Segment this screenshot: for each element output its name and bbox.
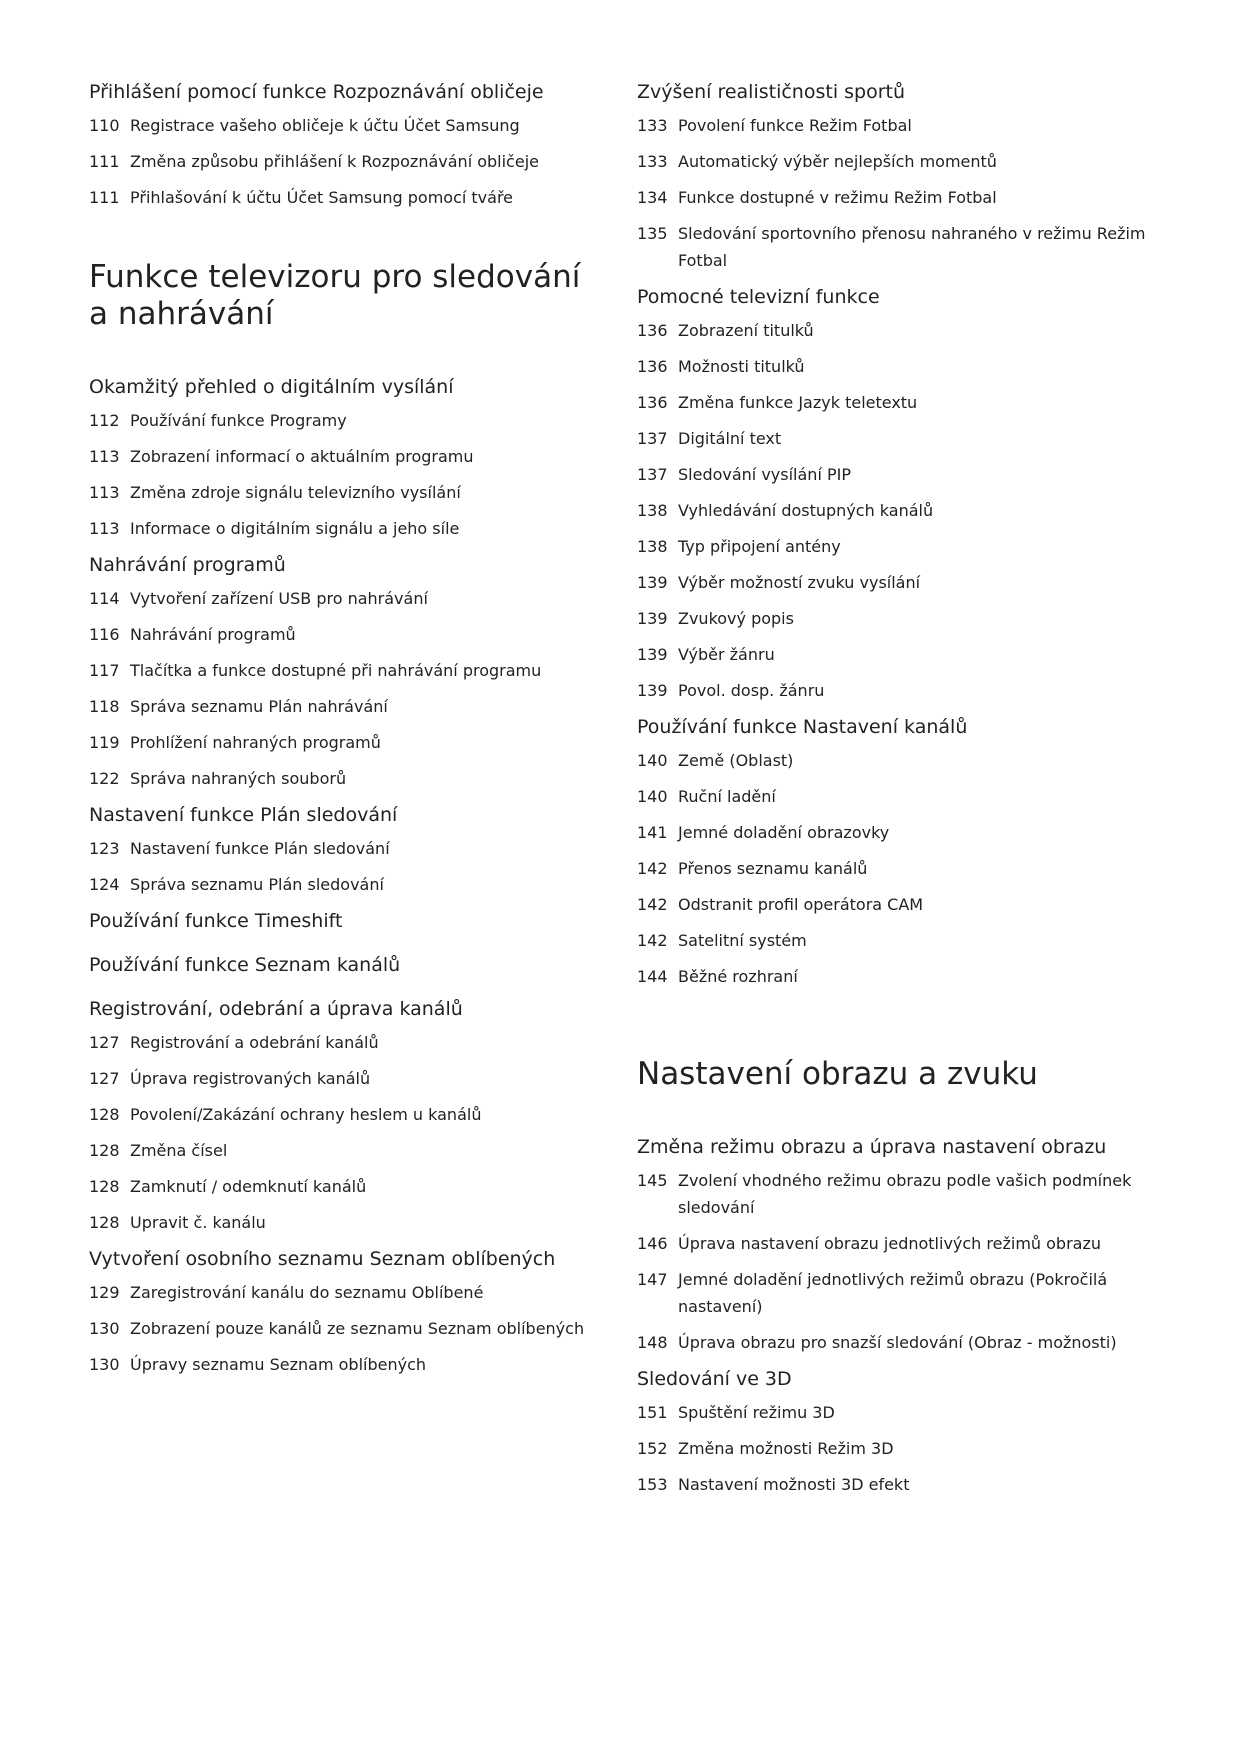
entry-title: Jemné doladění jednotlivých režimů obrazu (Pokročilá nastavení): [678, 1270, 1108, 1316]
toc-section: [637, 78, 1157, 274]
entry-title: Změna funkce Jazyk teletextu: [678, 393, 918, 412]
entry-title: Úprava registrovaných kanálů: [130, 1069, 371, 1088]
entry-title: Úprava obrazu pro snazší sledování (Obraz - možnosti): [678, 1333, 1117, 1352]
page-number: 153: [637, 1475, 668, 1494]
entry-title: Nastavení funkce Plán sledování: [130, 839, 390, 858]
page-number: 138: [637, 501, 668, 520]
page-number: 142: [637, 931, 668, 950]
entry-title: Povolení/Zakázání ochrany heslem u kanálů: [130, 1105, 482, 1124]
entry-title: Změna čísel: [130, 1141, 228, 1160]
page-number: 113: [89, 519, 120, 538]
section-title[interactable]: Nastavení funkce Plán sledování: [89, 804, 398, 826]
page-number: 139: [637, 681, 668, 700]
page-number: 142: [637, 895, 668, 914]
toc-entry[interactable]: [637, 927, 1157, 954]
entry-title: Vyhledávání dostupných kanálů: [678, 501, 934, 520]
entry-title: Výběr možností zvuku vysílání: [678, 573, 921, 592]
page-number: 117: [89, 661, 120, 680]
entry-title: Spuštění režimu 3D: [678, 1403, 835, 1422]
toc-entry[interactable]: [89, 112, 589, 139]
toc-entry[interactable]: [89, 621, 589, 648]
page-number: 130: [89, 1319, 120, 1338]
page-number: 146: [637, 1234, 668, 1253]
toc-entry[interactable]: [637, 569, 1157, 596]
toc-entry[interactable]: [89, 835, 589, 862]
toc-entry[interactable]: [637, 353, 1157, 380]
entry-title: Zobrazení titulků: [678, 321, 814, 340]
page-number: 152: [637, 1439, 668, 1458]
page-number: 141: [637, 823, 668, 842]
toc-entry[interactable]: [89, 1101, 589, 1128]
toc-entry[interactable]: [89, 1209, 589, 1236]
left-chapter-sections: [89, 373, 589, 1378]
toc-section: [637, 1365, 1157, 1498]
entry-title: Funkce dostupné v režimu Režim Fotbal: [678, 188, 997, 207]
entry-title: Zvukový popis: [678, 609, 794, 628]
entry-title: Přihlašování k účtu Účet Samsung pomocí tváře: [130, 188, 514, 207]
entry-title: Informace o digitálním signálu a jeho síle: [130, 519, 460, 538]
page-number: 140: [637, 787, 668, 806]
entry-title: Povol. dosp. žánru: [678, 681, 825, 700]
entry-title: Používání funkce Programy: [130, 411, 347, 430]
toc-entry[interactable]: [637, 819, 1157, 846]
page-number: 129: [89, 1283, 120, 1302]
page-number: 139: [637, 609, 668, 628]
page-number: 128: [89, 1105, 120, 1124]
toc-section: [89, 907, 589, 935]
entry-title: Úpravy seznamu Seznam oblíbených: [130, 1355, 427, 1374]
left-top-sections: [89, 78, 589, 211]
entry-title: Zamknutí / odemknutí kanálů: [130, 1177, 367, 1196]
entry-title: Nahrávání programů: [130, 625, 296, 644]
toc-section: [89, 78, 589, 211]
page-number: 137: [637, 465, 668, 484]
toc-entry[interactable]: [637, 220, 1157, 274]
toc-column-left: [89, 78, 589, 1387]
toc-section: [637, 713, 1157, 990]
entry-title: Úprava nastavení obrazu jednotlivých režimů obrazu: [678, 1234, 1101, 1253]
toc-section: [637, 283, 1157, 704]
page-number: 119: [89, 733, 120, 752]
page-number: 139: [637, 645, 668, 664]
toc-section: [89, 551, 589, 792]
toc-entry[interactable]: [637, 1230, 1157, 1257]
toc-entry[interactable]: [637, 1329, 1157, 1356]
toc-entry[interactable]: [89, 1351, 589, 1378]
page-number: 128: [89, 1141, 120, 1160]
entry-title: Správa nahraných souborů: [130, 769, 347, 788]
toc-entry[interactable]: [637, 389, 1157, 416]
entry-title: Tlačítka a funkce dostupné při nahrávání programu: [130, 661, 542, 680]
toc-entry[interactable]: [89, 1029, 589, 1056]
toc-entry[interactable]: [637, 112, 1157, 139]
page-number: 122: [89, 769, 120, 788]
entry-title: Země (Oblast): [678, 751, 794, 770]
page-number: 128: [89, 1213, 120, 1232]
entry-title: Zvolení vhodného režimu obrazu podle vašich podmínek sledování: [678, 1171, 1132, 1217]
entry-title: Změna způsobu přihlášení k Rozpoznávání obličeje: [130, 152, 539, 171]
entry-title: Zobrazení pouze kanálů ze seznamu Seznam oblíbených: [130, 1319, 585, 1338]
toc-entry[interactable]: [637, 1399, 1157, 1426]
toc-entry[interactable]: [89, 1065, 589, 1092]
entry-title: Přenos seznamu kanálů: [678, 859, 868, 878]
toc-entry[interactable]: [637, 317, 1157, 344]
page-number: 137: [637, 429, 668, 448]
entry-title: Sledování vysílání PIP: [678, 465, 851, 484]
toc-section: [89, 373, 589, 542]
entry-title: Vytvoření zařízení USB pro nahrávání: [130, 589, 428, 608]
toc-entry[interactable]: [89, 184, 589, 211]
toc-entry[interactable]: [637, 677, 1157, 704]
right-chapter-sections: [637, 1133, 1157, 1498]
entry-title: Správa seznamu Plán sledování: [130, 875, 384, 894]
toc-section: [89, 995, 589, 1236]
section-title[interactable]: Přihlášení pomocí funkce Rozpoznávání obličeje: [89, 81, 544, 103]
toc-entry[interactable]: [637, 148, 1157, 175]
section-title[interactable]: Okamžitý přehled o digitálním vysílání: [89, 376, 454, 398]
toc-entry[interactable]: [637, 1435, 1157, 1462]
page-number: 124: [89, 875, 120, 894]
entry-title: Zobrazení informací o aktuálním programu: [130, 447, 474, 466]
entry-title: Výběr žánru: [678, 645, 775, 664]
page-number: 139: [637, 573, 668, 592]
page-number: 127: [89, 1069, 120, 1088]
page-number: 116: [89, 625, 120, 644]
toc-entry[interactable]: [89, 1315, 589, 1342]
entry-title: Sledování sportovního přenosu nahraného v režimu Režim Fotbal: [678, 224, 1146, 270]
toc-entry[interactable]: [89, 765, 589, 792]
entry-title: Typ připojení antény: [678, 537, 841, 556]
page-number: 127: [89, 1033, 120, 1052]
entry-title: Správa seznamu Plán nahrávání: [130, 697, 388, 716]
entry-title: Zaregistrování kanálu do seznamu Oblíbené: [130, 1283, 484, 1302]
toc-entry[interactable]: [89, 407, 589, 434]
page-number: 148: [637, 1333, 668, 1352]
page-number: 138: [637, 537, 668, 556]
right-top-sections: [637, 78, 1157, 990]
toc-entry[interactable]: [89, 479, 589, 506]
toc-entry[interactable]: [637, 425, 1157, 452]
toc-entry[interactable]: [89, 871, 589, 898]
toc-entry[interactable]: [89, 729, 589, 756]
toc-entry[interactable]: [637, 641, 1157, 668]
entry-title: Povolení funkce Režim Fotbal: [678, 116, 912, 135]
section-title[interactable]: Registrování, odebrání a úprava kanálů: [89, 998, 463, 1020]
page-number: 142: [637, 859, 668, 878]
page-number: 128: [89, 1177, 120, 1196]
toc-entry[interactable]: [637, 963, 1157, 990]
entry-title: Registrování a odebrání kanálů: [130, 1033, 379, 1052]
toc-entry[interactable]: [89, 148, 589, 175]
page-number: 140: [637, 751, 668, 770]
entry-title: Nastavení možnosti 3D efekt: [678, 1475, 910, 1494]
page-number: 110: [89, 116, 120, 135]
toc-entry[interactable]: [89, 1137, 589, 1164]
page-number: 118: [89, 697, 120, 716]
page-number: 144: [637, 967, 668, 986]
toc-entry[interactable]: [89, 1173, 589, 1200]
toc-entry[interactable]: [637, 461, 1157, 488]
section-title[interactable]: Nahrávání programů: [89, 554, 286, 576]
toc-entry[interactable]: [637, 605, 1157, 632]
page-number: 136: [637, 393, 668, 412]
section-title[interactable]: Používání funkce Seznam kanálů: [89, 954, 401, 976]
section-title[interactable]: Sledování ve 3D: [637, 1368, 792, 1390]
entry-title: Digitální text: [678, 429, 782, 448]
toc-section: [89, 801, 589, 898]
toc-entry[interactable]: [89, 1279, 589, 1306]
chapter-title-watching-recording: Funkce televizoru pro sledování a nahrávání: [89, 259, 581, 332]
entry-title: Satelitní systém: [678, 931, 807, 950]
page-number: 123: [89, 839, 120, 858]
toc-entry[interactable]: [89, 693, 589, 720]
toc-entry[interactable]: [89, 657, 589, 684]
page-number: 111: [89, 188, 120, 207]
page-number: 112: [89, 411, 120, 430]
entry-title: Změna zdroje signálu televizního vysílání: [130, 483, 461, 502]
entry-title: Upravit č. kanálu: [130, 1213, 266, 1232]
page-number: 133: [637, 152, 668, 171]
toc-entry[interactable]: [637, 783, 1157, 810]
entry-title: Registrace vašeho obličeje k účtu Účet Samsung: [130, 116, 520, 135]
page-number: 147: [637, 1270, 668, 1289]
toc-entry[interactable]: [637, 1167, 1157, 1221]
section-title[interactable]: Pomocné televizní funkce: [637, 286, 880, 308]
toc-entry[interactable]: [637, 1471, 1157, 1498]
toc-entry[interactable]: [89, 443, 589, 470]
toc-entry[interactable]: [637, 184, 1157, 211]
section-title[interactable]: Vytvoření osobního seznamu Seznam oblíbených: [89, 1248, 556, 1270]
entry-title: Běžné rozhraní: [678, 967, 798, 986]
toc-entry[interactable]: [89, 515, 589, 542]
toc-section: [89, 951, 589, 979]
entry-title: Ruční ladění: [678, 787, 776, 806]
toc-entry[interactable]: [637, 1266, 1157, 1320]
toc-entry[interactable]: [637, 497, 1157, 524]
page-number: 113: [89, 447, 120, 466]
section-title[interactable]: Změna režimu obrazu a úprava nastavení obrazu: [637, 1136, 1107, 1158]
chapter-title-picture-sound: Nastavení obrazu a zvuku: [637, 1056, 1038, 1092]
section-title[interactable]: Používání funkce Timeshift: [89, 910, 343, 932]
page-number: 151: [637, 1403, 668, 1422]
toc-column-right: [637, 78, 1157, 1507]
page-number: 136: [637, 321, 668, 340]
page-number: 145: [637, 1171, 668, 1190]
section-title[interactable]: Zvýšení realističnosti sportů: [637, 81, 906, 103]
toc-entry[interactable]: [89, 585, 589, 612]
entry-title: Prohlížení nahraných programů: [130, 733, 381, 752]
entry-title: Možnosti titulků: [678, 357, 805, 376]
toc-section: [89, 1245, 589, 1378]
page-number: 114: [89, 589, 120, 608]
page-number: 133: [637, 116, 668, 135]
entry-title: Jemné doladění obrazovky: [678, 823, 890, 842]
entry-title: Odstranit profil operátora CAM: [678, 895, 924, 914]
toc-entry[interactable]: [637, 747, 1157, 774]
section-title[interactable]: Používání funkce Nastavení kanálů: [637, 716, 968, 738]
toc-entry[interactable]: [637, 533, 1157, 560]
page-number: 130: [89, 1355, 120, 1374]
toc-section: [637, 1133, 1157, 1356]
entry-title: Automatický výběr nejlepších momentů: [678, 152, 997, 171]
page-number: 135: [637, 224, 668, 243]
toc-entry[interactable]: [637, 891, 1157, 918]
page-number: 134: [637, 188, 668, 207]
page-number: 113: [89, 483, 120, 502]
entry-title: Změna možnosti Režim 3D: [678, 1439, 894, 1458]
page-number: 111: [89, 152, 120, 171]
page-number: 136: [637, 357, 668, 376]
toc-entry[interactable]: [637, 855, 1157, 882]
